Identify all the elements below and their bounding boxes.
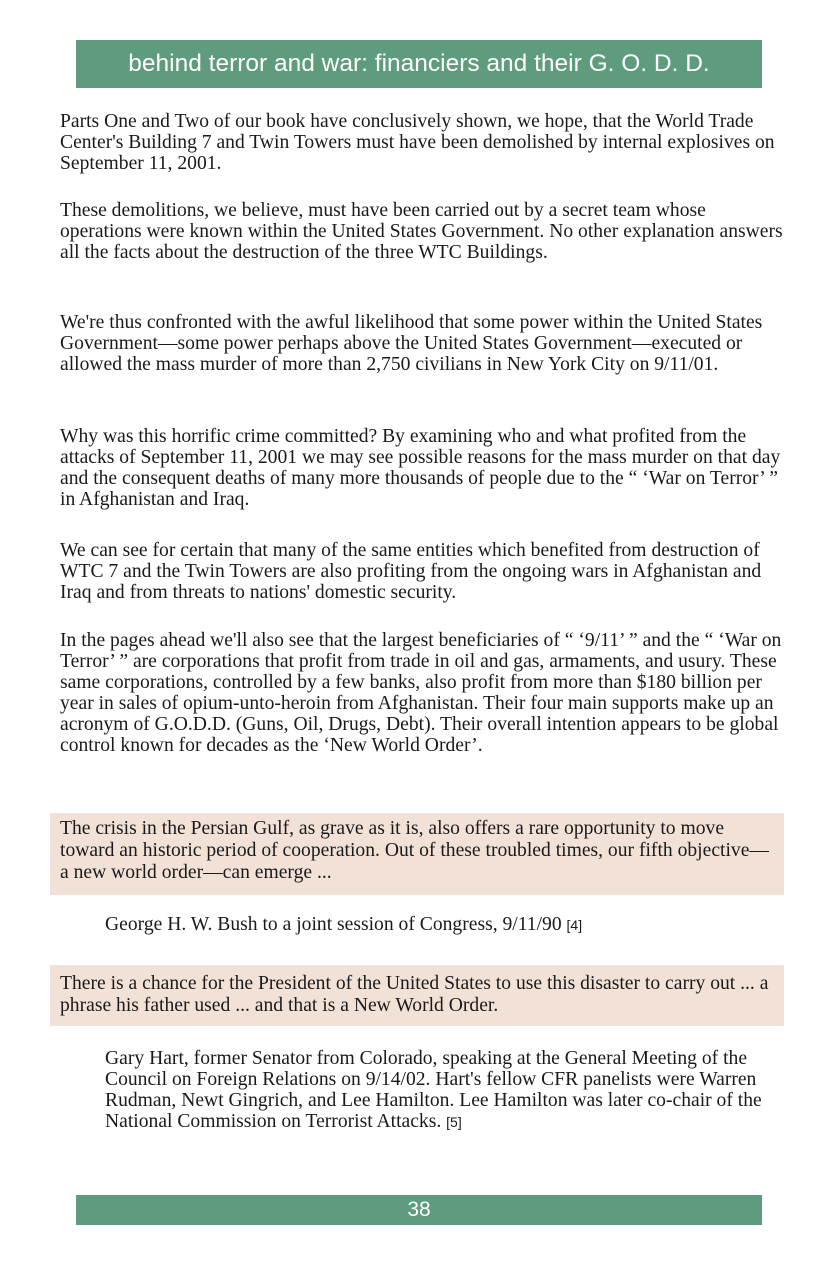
paragraph-2 <box>60 200 784 263</box>
paragraph-4 <box>60 426 784 510</box>
quote-text: There is a chance for the President of the United States to use this disaster to carry out ... a phrase his father used ... and that is a New World Order. <box>60 973 769 1016</box>
paragraph-text: Why was this horrific crime committed? By examining who and what profited from the attacks of September 11, 2001 we may see possible reasons for the mass murder on that day and the consequent deaths of many more thousands of people due to the “ ‘War on Terror’ ” in Afghanistan and Iraq. <box>60 426 781 510</box>
quote-box-hart <box>50 965 784 1026</box>
paragraph-text: These demolitions, we believe, must have been carried out by a secret team whose operations were known within the United States Government. No other explanation answers all the facts about the destruction of the three WTC Buildings. <box>60 200 783 263</box>
paragraph-3 <box>60 312 784 375</box>
quote-attribution-hart <box>105 1048 765 1133</box>
page-number: 38 <box>407 1198 431 1221</box>
chapter-title: behind terror and war: financiers and their G. O. D. D. <box>128 50 710 77</box>
quote-box-bush <box>50 813 784 895</box>
chapter-title-bar <box>76 40 762 88</box>
paragraph-text: In the pages ahead we'll also see that the largest beneficiaries of “ ‘9/11’ ” and the “ ‘War on Terror’ ” are corporations that profit from trade in oil and gas, armaments, and usury. These same corporations, controlled by a few banks, also profit from more than $180 billion per year in sales of opium-unto-heroin from Afghanistan. Their four main supports make up an acronym of G.O.D.D. (Guns, Oil, Drugs, Debt). Their overall intention appears to be global control known for decades as the ‘New World Order’. <box>60 630 782 756</box>
reference-marker: [4] <box>566 917 583 933</box>
attribution-text: George H. W. Bush to a joint session of Congress, 9/11/90 <box>105 914 562 935</box>
quote-attribution-bush <box>105 914 765 936</box>
quote-text: The crisis in the Persian Gulf, as grave as it is, also offers a rare opportunity to move toward an historic period of cooperation. Out of these troubled times, our fifth objective—a new world order—can emerge ... <box>60 818 769 883</box>
paragraph-text: We're thus confronted with the awful likelihood that some power within the United States Government—some power perhaps above the United States Government—executed or allowed the mass murder of more than 2,750 civilians in New York City on 9/11/01. <box>60 312 763 375</box>
paragraph-6 <box>60 630 784 756</box>
reference-marker: [5] <box>446 1114 462 1130</box>
page-footer-bar <box>76 1195 762 1225</box>
paragraph-1 <box>60 111 784 174</box>
paragraph-5 <box>60 540 784 603</box>
paragraph-text: Parts One and Two of our book have conclusively shown, we hope, that the World Trade Center's Building 7 and Twin Towers must have been demolished by internal explosives on September 11, 2001. <box>60 111 775 174</box>
attribution-text: Gary Hart, former Senator from Colorado, speaking at the General Meeting of the Council on Foreign Relations on 9/14/02. Hart's fellow CFR panelists were Warren Rudman, Newt Gingrich, and Lee Hamilton. Lee Hamilton was later co-chair of the National Commission on Terrorist Attacks. <box>105 1048 762 1132</box>
paragraph-text: We can see for certain that many of the same entities which benefited from destruction of WTC 7 and the Twin Towers are also profiting from the ongoing wars in Afghanistan and Iraq and from threats to nations' domestic security. <box>60 540 762 603</box>
